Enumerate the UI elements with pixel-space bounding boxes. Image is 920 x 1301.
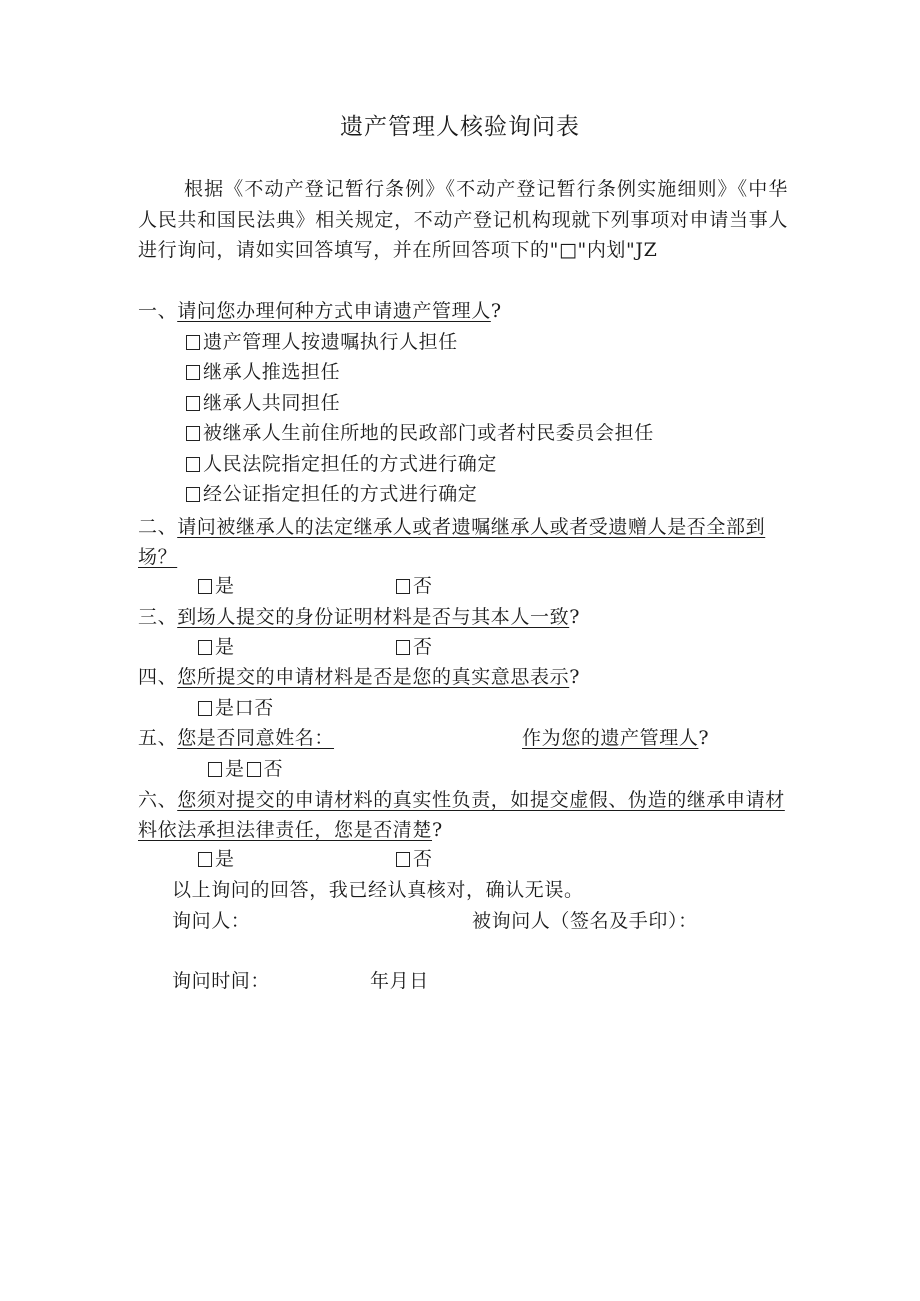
q5-answer-options[interactable]: 是 否 (208, 755, 283, 783)
q1-option-6[interactable]: 经公证指定担任的方式进行确定 (186, 480, 477, 508)
question-4: 四、您所提交的申请材料是否是您的真实意思表示? (138, 666, 581, 688)
question-3: 三、到场人提交的身份证明材料是否与其本人一致? (138, 606, 581, 628)
q1-option-5[interactable]: 人民法院指定担任的方式进行确定 (186, 450, 497, 478)
inquiry-time-label: 询问时间： (172, 970, 271, 992)
q1-option-3[interactable]: 继承人共同担任 (186, 389, 340, 417)
page-title: 遗产管理人核验询问表 (340, 114, 580, 140)
question-1-number: 一、 (138, 300, 178, 322)
checkbox[interactable] (186, 335, 200, 350)
inquiry-date: 年月日 (370, 970, 429, 992)
q2-yes-option[interactable]: 是 (198, 572, 235, 600)
checkbox[interactable] (186, 396, 200, 411)
q1-option-4[interactable]: 被继承人生前住所地的民政部门或者村民委员会担任 (186, 419, 654, 447)
question-5: 五、您是否同意姓名： 作为您的遗产管理人? (138, 727, 710, 749)
question-2 (138, 512, 778, 572)
checkbox[interactable] (186, 426, 200, 441)
checkbox[interactable] (198, 640, 212, 655)
question-6: 六、您须对提交的申请材料的真实性负责，如提交虚假、伪造的继承申请材料依法承担法律责任，您是否清楚? (138, 789, 785, 841)
question-1: 一、请问您办理何种方式申请遗产管理人? (138, 300, 502, 322)
intro-paragraph: 根据《不动产登记暂行条例》《不动产登记暂行条例实施细则》《中华人民共和国民法典》相关规定，不动产登记机构现就下列事项对申请当事人进行询问，请如实回答填写，并在所回答项下的"□"内划"JZ (138, 178, 788, 261)
q3-yes-option[interactable]: 是 (198, 633, 235, 661)
checkbox[interactable] (247, 762, 261, 777)
question-3-text: 到场人提交的身份证明材料是否与其本人一致 (177, 606, 570, 628)
question-2-number: 二、 (138, 516, 178, 538)
q4-answer-options[interactable]: 是口否 (198, 694, 274, 722)
q3-no-option[interactable]: 否 (396, 633, 433, 661)
checkbox[interactable] (396, 579, 410, 594)
checkbox[interactable] (396, 852, 410, 867)
checkbox[interactable] (198, 579, 212, 594)
checkbox[interactable] (186, 365, 200, 380)
checkbox[interactable] (198, 852, 212, 867)
checkbox[interactable] (396, 640, 410, 655)
inquirer-label: 询问人： (172, 910, 251, 932)
checkbox[interactable] (208, 762, 222, 777)
question-2-text: 请问被继承人的法定继承人或者遗嘱继承人或者受遗赠人是否全部到场？ (138, 516, 766, 568)
q6-no-option[interactable]: 否 (396, 845, 433, 873)
confirmation-statement: 以上询问的回答，我已经认真核对，确认无误。 (172, 879, 584, 901)
q1-option-2[interactable]: 继承人推选担任 (186, 358, 340, 386)
checkbox[interactable] (198, 701, 212, 716)
question-1-text: 请问您办理何种方式申请遗产管理人 (177, 300, 491, 322)
q1-option-1[interactable]: 遗产管理人按遗嘱执行人担任 (186, 328, 458, 356)
question-6-text: 您须对提交的申请材料的真实性负责，如提交虚假、伪造的继承申请材料依法承担法律责任，您是否清楚 (138, 789, 785, 841)
question-5-text: 您是否同意姓名： 作为您的遗产管理人 (177, 727, 699, 749)
respondent-label: 被询问人（签名及手印）： (472, 910, 698, 932)
question-4-text: 您所提交的申请材料是否是您的真实意思表示 (177, 666, 570, 688)
q6-yes-option[interactable]: 是 (198, 845, 235, 873)
q2-no-option[interactable]: 否 (396, 572, 433, 600)
checkbox[interactable] (186, 487, 200, 502)
checkbox[interactable] (186, 457, 200, 472)
